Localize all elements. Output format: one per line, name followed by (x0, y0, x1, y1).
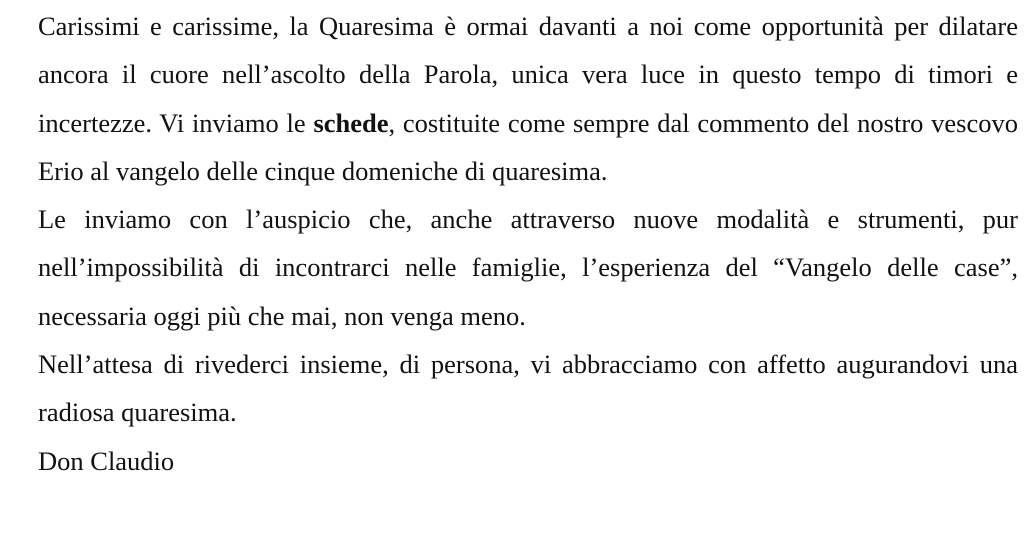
letter-body (38, 2, 1018, 485)
schede-emphasis: schede (313, 107, 389, 138)
paragraph-lent-introduction (38, 2, 1018, 195)
signature: Don Claudio (38, 445, 175, 476)
paragraph-1-text-end: , costituite come sempre dal commento del nostro vescovo Erio al vangelo delle cinque domeniche di quaresima. (38, 107, 1018, 186)
paragraph-gospel-of-houses: Le inviamo con l’auspicio che, anche attraverso nuove modalità e strumenti, pur nell’impossibilità di incontrarci nelle famiglie, l’esperienza del “Vangelo delle case”, necessaria oggi più che mai, non venga meno. (38, 204, 1018, 331)
paragraph-1-text-start: Carissimi e carissime, la Quaresima è ormai davanti a noi come opportunità per dilatare ancora il cuore nell’ascolto della Parola, unica vera luce in questo tempo di timori e incertezze. Vi inviamo le (38, 11, 1018, 138)
paragraph-closing-wishes: Nell’attesa di rivederci insieme, di persona, vi abbracciamo con affetto augurandovi una radiosa quaresima. (38, 349, 1018, 428)
